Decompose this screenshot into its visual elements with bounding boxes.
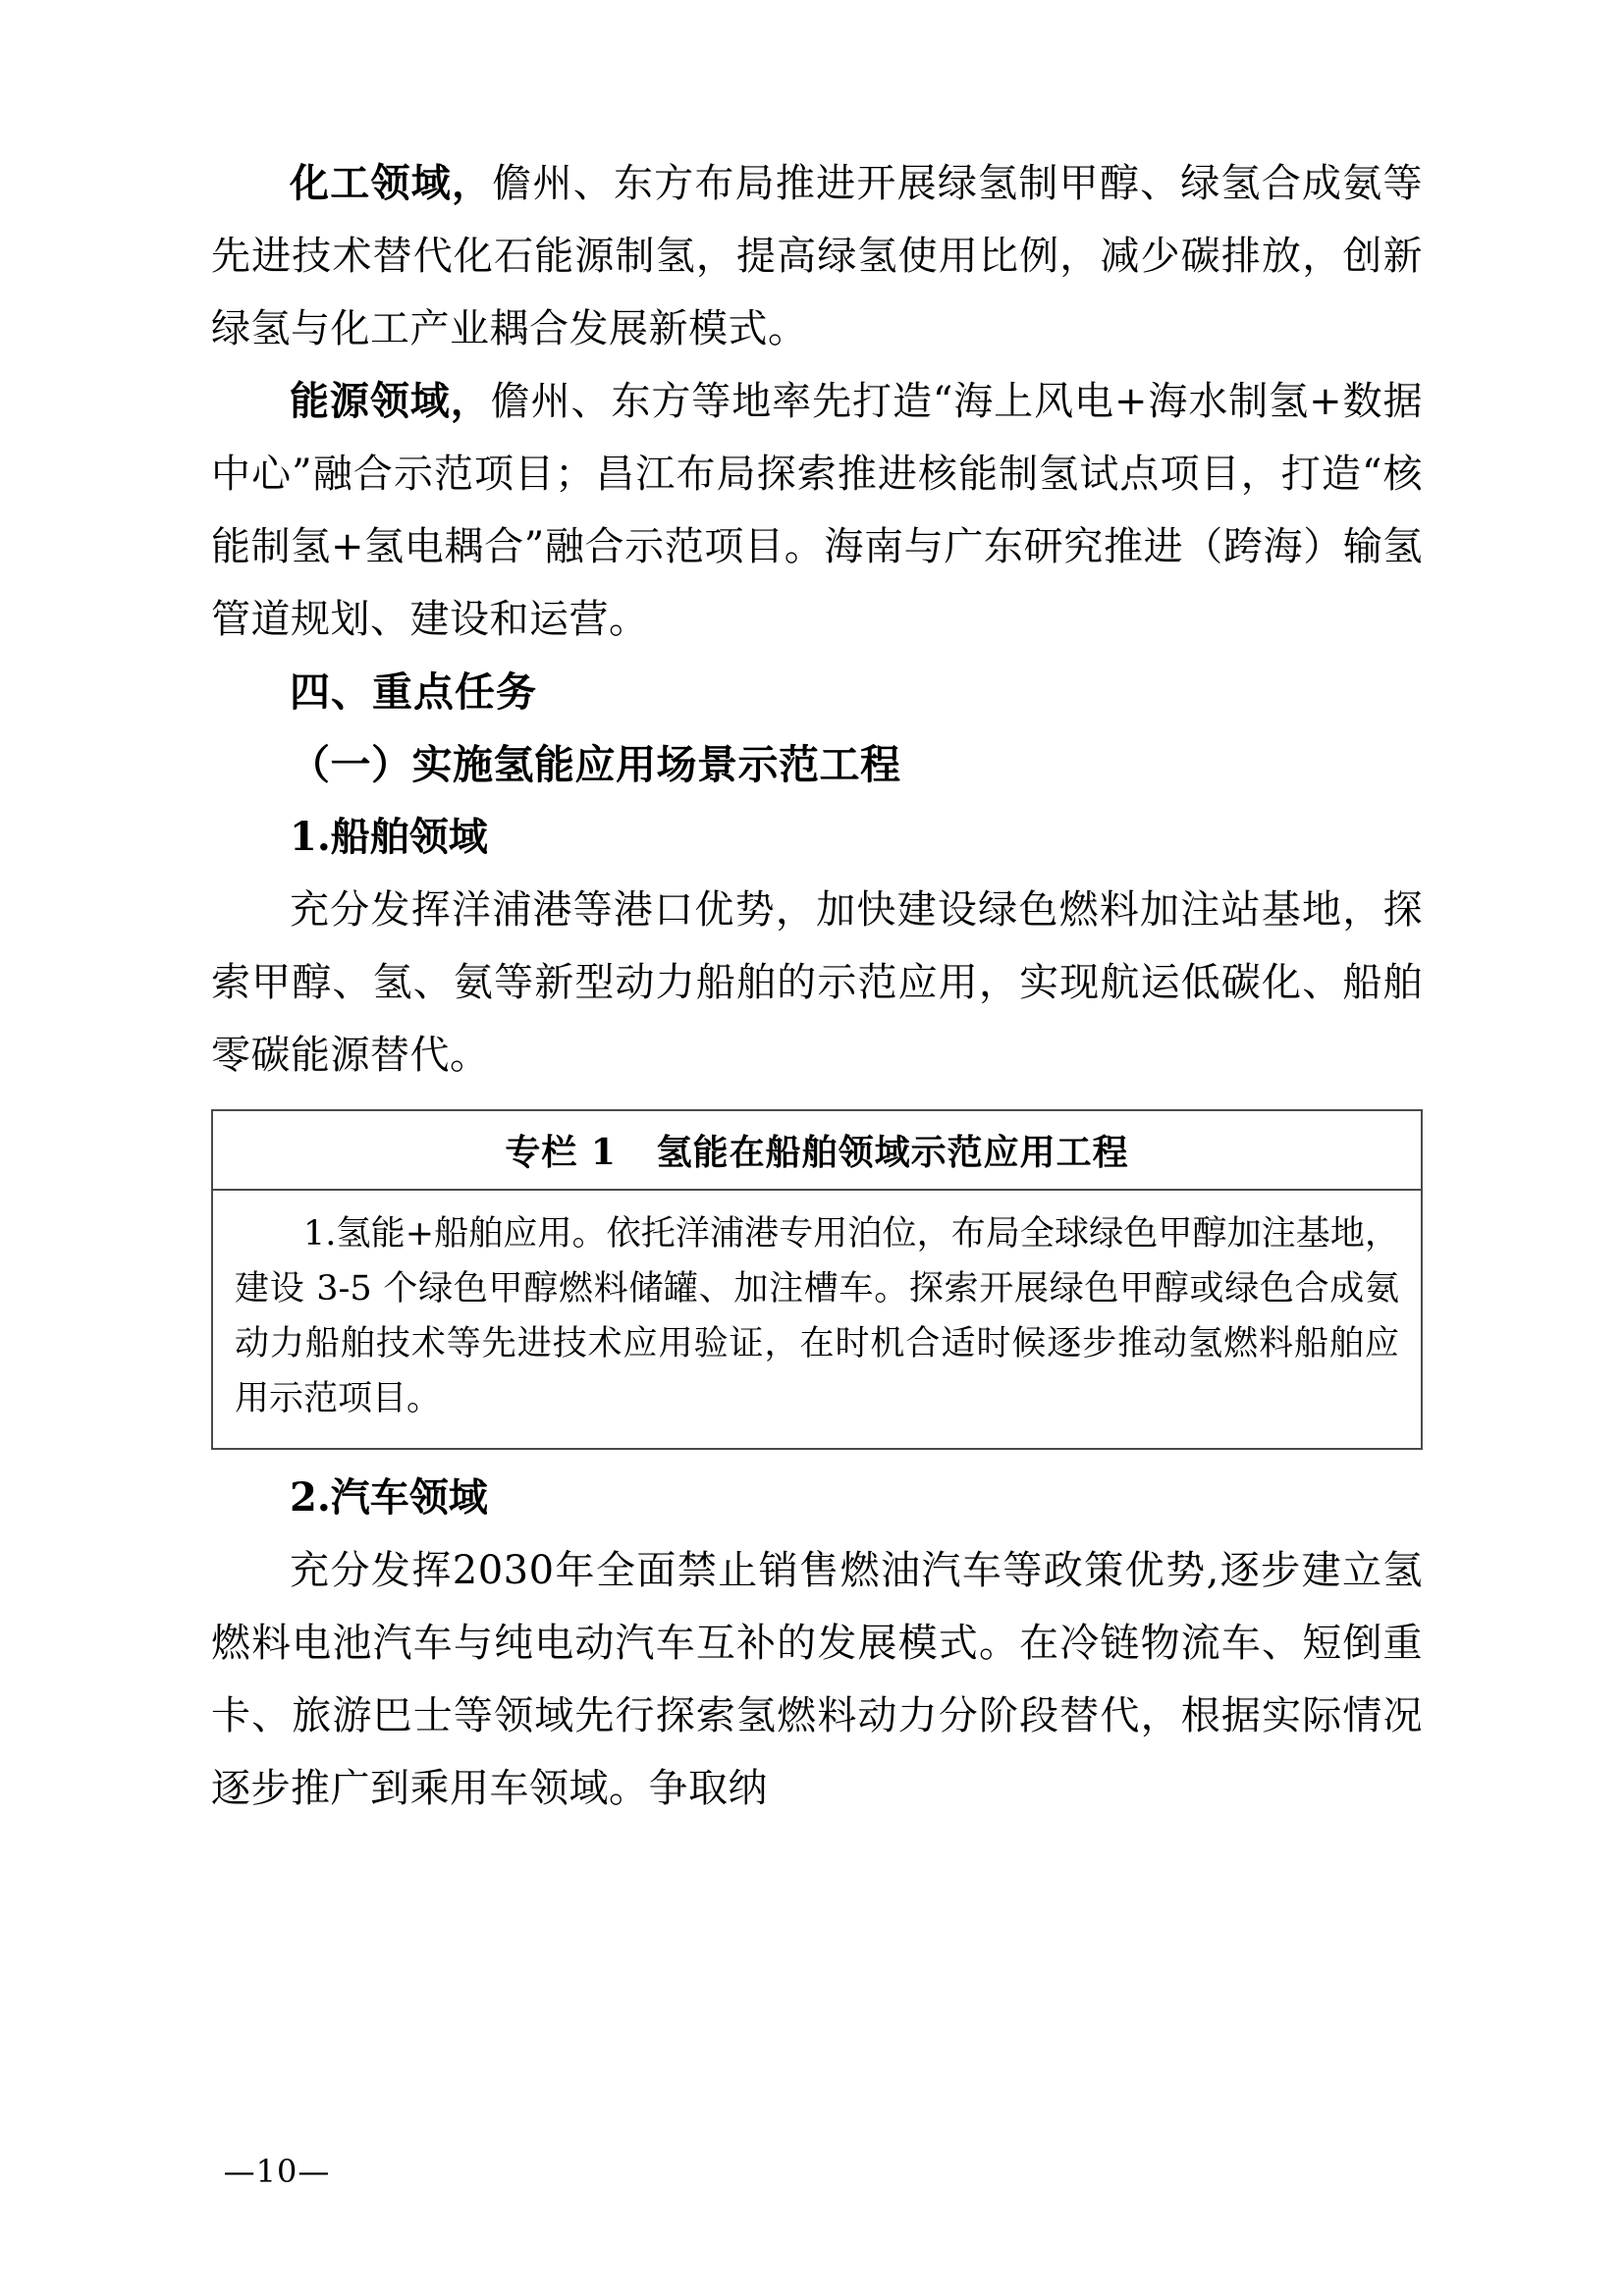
paragraph-body-energy: 儋州、东方等地率先打造“海上风电+海水制氢+数据中心”融合示范项目；昌江布局探索推进核能制氢试点项目，打造“核能制氢+氢电耦合”融合示范项目。海南与广东研究推进（跨海）输氢管道规划、建设和运营。 <box>211 379 1424 642</box>
paragraph-lead-chemical: 化工领域， <box>290 160 493 206</box>
paragraph-body-chemical: 儋州、东方布局推进开展绿氢制甲醇、绿氢合成氨等先进技术替代化石能源制氢，提高绿氢使用比例，减少碳排放，创新绿氢与化工产业耦合发展新模式。 <box>211 161 1424 351</box>
feature-box-1-title-text: 氢能在船舶领域示范应用工程 <box>656 1132 1129 1173</box>
heading-demo-project: （一）实施氢能应用场景示范工程 <box>290 741 901 788</box>
page-footer <box>0 2153 1624 2190</box>
feature-box-1-title <box>213 1111 1421 1191</box>
heading-auto-field: 2.汽车领域 <box>290 1474 488 1521</box>
paragraph-chemical-industry <box>211 147 1423 365</box>
heading-ship-field: 1.船舶领域 <box>290 814 488 860</box>
heading-key-tasks: 四、重点任务 <box>290 668 537 716</box>
paragraph-auto-field: 充分发挥2030年全面禁止销售燃油汽车等政策优势,逐步建立氢燃料电池汽车与纯电动汽车互补的发展模式。在冷链物流车、短倒重卡、旅游巴士等领域先行探索氢燃料动力分阶段替代，根据实际情况逐步推广到乘用车领域。争取纳 <box>211 1548 1423 1811</box>
paragraph-energy <box>211 365 1423 656</box>
feature-box-1-body: 1.氢能+船舶应用。依托洋浦港专用泊位，布局全球绿色甲醇加注基地，建设 3-5 个绿色甲醇燃料储罐、加注槽车。探索开展绿色甲醇或绿色合成氨动力船舶技术等先进技术应用验证，在时机合适时候逐步推动氢燃料船舶应用示范项目。 <box>235 1214 1399 1418</box>
paragraph-lead-energy: 能源领域， <box>290 378 491 424</box>
feature-box-1 <box>211 1109 1423 1450</box>
feature-box-1-label: 专栏 1 <box>505 1132 617 1173</box>
page-number: —10— <box>223 2153 331 2190</box>
paragraph-ship-field: 充分发挥洋浦港等港口优势，加快建设绿色燃料加注站基地，探索甲醇、氢、氨等新型动力船舶的示范应用，实现航运低碳化、船舶零碳能源替代。 <box>211 887 1423 1078</box>
